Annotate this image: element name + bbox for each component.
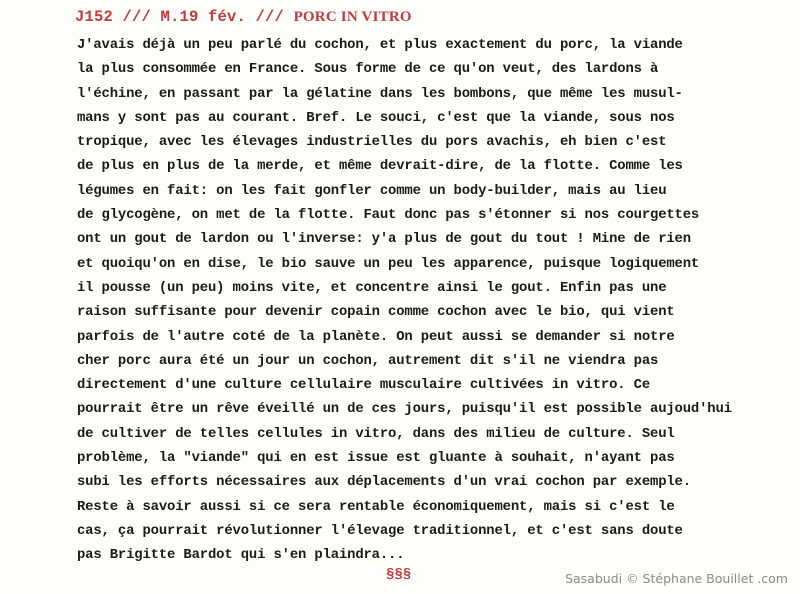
header-separator-2: /// bbox=[246, 8, 294, 26]
body-line: ont un gout de lardon ou l'inverse: y'a plus de gout du tout ! Mine de rien bbox=[77, 231, 691, 248]
entry-title: PORC IN VITRO bbox=[293, 9, 412, 25]
body-line: et quoiqu'on en dise, le bio sauve un peu les apparence, puisque logiquement bbox=[77, 255, 700, 272]
body-line: Reste à savoir aussi si ce sera rentable économiquement, mais si c'est le bbox=[77, 498, 675, 515]
body-line: J'avais déjà un peu parlé du cochon, et plus exactement du porc, la viande bbox=[77, 37, 683, 53]
entry-body bbox=[77, 33, 797, 568]
body-line: parfois de l'autre coté de la planète. On peut aussi se demander si notre bbox=[77, 328, 675, 345]
entry-id: J152 bbox=[75, 8, 114, 26]
body-line: directement d'une culture cellulaire musculaire cultivées in vitro. Ce bbox=[77, 377, 651, 394]
entry-header bbox=[75, 8, 412, 26]
body-line: raison suffisante pour devenir copain comme cochon avec le bio, qui vient bbox=[77, 304, 675, 321]
body-line: de plus en plus de la merde, et même devrait-dire, de la flotte. Comme les bbox=[77, 158, 683, 175]
section-separator: §§§ bbox=[386, 567, 412, 583]
body-line: légumes en fait: on les fait gonfler comme un body-builder, mais au lieu bbox=[77, 182, 667, 199]
body-line: de cultiver de telles cellules in vitro, dans des milieu de culture. Seul bbox=[77, 425, 675, 442]
body-line: cas, ça pourrait révolutionner l'élevage traditionnel, et c'est sans doute bbox=[77, 522, 683, 539]
body-line: de glycogène, on met de la flotte. Faut donc pas s'étonner si nos courgettes bbox=[77, 207, 700, 224]
body-line: pourrait être un rêve éveillé un de ces jours, puisqu'il est possible aujoud'hui bbox=[77, 401, 732, 418]
body-line: subi les efforts nécessaires aux déplacements d'un vrai cochon par exemple. bbox=[77, 474, 691, 491]
body-line: il pousse (un peu) moins vite, et concentre ainsi le gout. Enfin pas une bbox=[77, 279, 667, 296]
header-separator-1: /// bbox=[113, 8, 161, 26]
body-line: l'échine, en passant par la gélatine dans les bombons, que même les musul- bbox=[77, 85, 683, 102]
body-line: la plus consommée en France. Sous forme de ce qu'on veut, des lardons à bbox=[77, 61, 659, 78]
copyright-watermark: Sasabudi © Stéphane Bouillet .com bbox=[565, 571, 788, 586]
body-line: problème, la "viande" qui en est issue est gluante à souhait, n'ayant pas bbox=[77, 450, 675, 467]
body-line: pas Brigitte Bardot qui s'en plaindra... bbox=[77, 547, 405, 564]
body-line: tropique, avec les élevages industrielles du pors avachis, eh bien c'est bbox=[77, 134, 667, 151]
body-line: mans y sont pas au courant. Bref. Le souci, c'est que la viande, sous nos bbox=[77, 109, 675, 126]
body-line: cher porc aura été un jour un cochon, autrement dit s'il ne viendra pas bbox=[77, 352, 659, 369]
entry-date: M.19 fév. bbox=[160, 8, 247, 26]
